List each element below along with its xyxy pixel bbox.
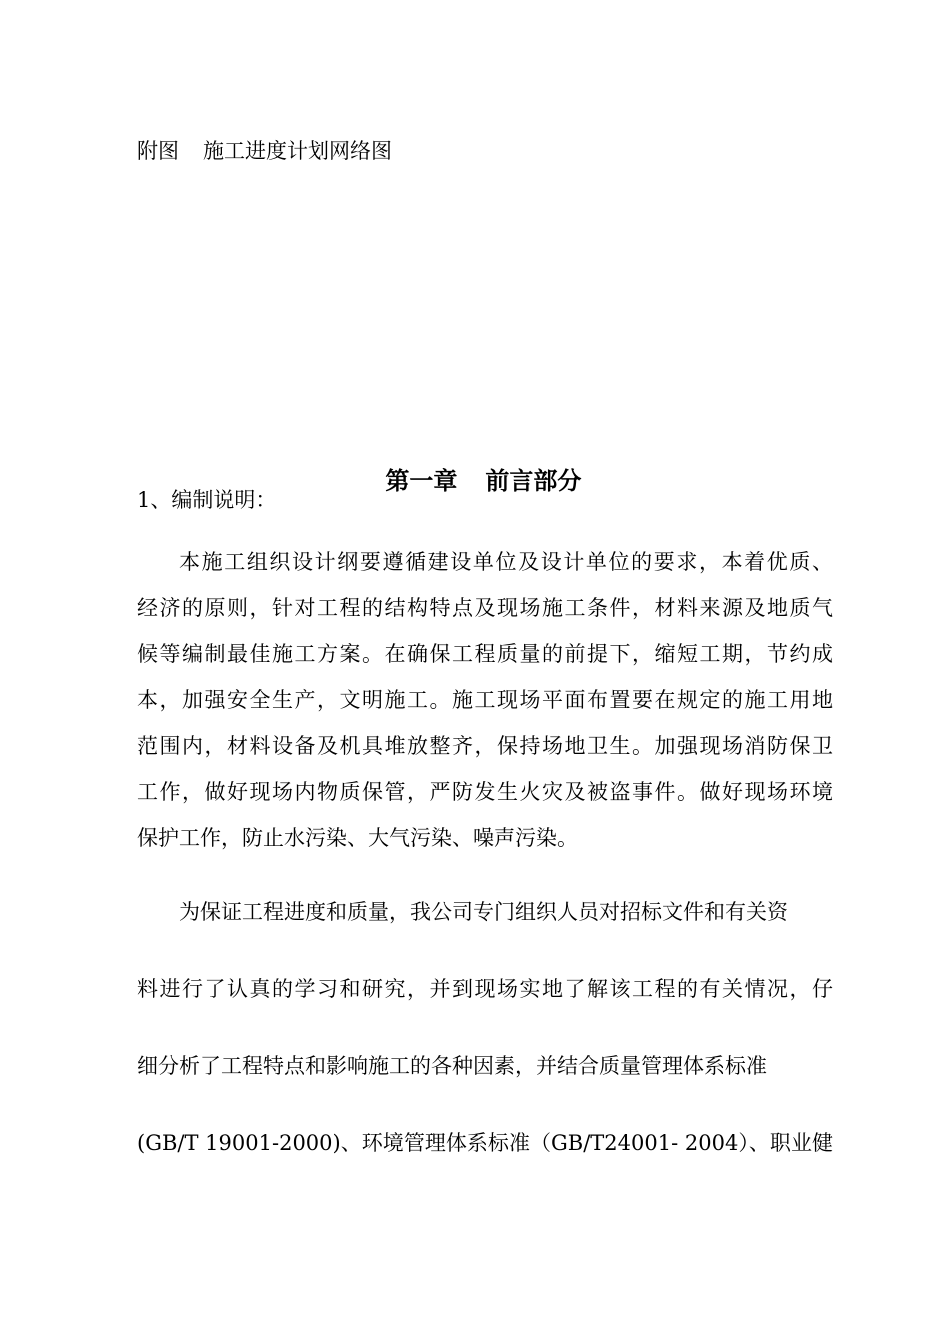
paragraph-1-line: 本，加强安全生产，文明施工。施工现场平面布置要在规定的施工用地	[137, 688, 833, 712]
paragraph-1-line: 候等编制最佳施工方案。在确保工程质量的前提下，缩短工期，节约成	[137, 642, 833, 666]
paragraph-1-line: 范围内，材料设备及机具堆放整齐，保持场地卫生。加强现场消防保卫	[137, 734, 833, 758]
chapter-number: 第一章	[385, 466, 458, 495]
paragraph-1-line: 本施工组织设计纲要遵循建设单位及设计单位的要求，本着优质、	[179, 550, 833, 574]
section-heading: 1、编制说明：	[137, 488, 277, 512]
appendix-line	[137, 137, 392, 165]
paragraph-1-line: 保护工作，防止水污染、大气污染、噪声污染。	[137, 826, 578, 850]
appendix-title: 施工进度计划网络图	[203, 139, 392, 163]
paragraph-2	[137, 874, 833, 1182]
paragraph-2-line: 料进行了认真的学习和研究，并到现场实地了解该工程的有关情况，仔	[137, 977, 833, 1001]
paragraph-2-line: 为保证工程进度和质量，我公司专门组织人员对招标文件和有关资	[179, 900, 788, 924]
paragraph-1-line: 经济的原则，针对工程的结构特点及现场施工条件，材料来源及地质气	[137, 596, 833, 620]
chapter-title: 前言部分	[485, 466, 582, 495]
appendix-label: 附图	[137, 139, 179, 163]
paragraph-2-line: 细分析了工程特点和影响施工的各种因素，并结合质量管理体系标准	[137, 1054, 767, 1078]
paragraph-1-line: 工作，做好现场内物质保管，严防发生火灾及被盗事件。做好现场环境	[137, 780, 833, 804]
paragraph-1	[137, 539, 833, 861]
paragraph-2-line: (GB/T 19001-2000)、环境管理体系标准（GB/T24001- 2004）、职业健	[137, 1131, 833, 1155]
